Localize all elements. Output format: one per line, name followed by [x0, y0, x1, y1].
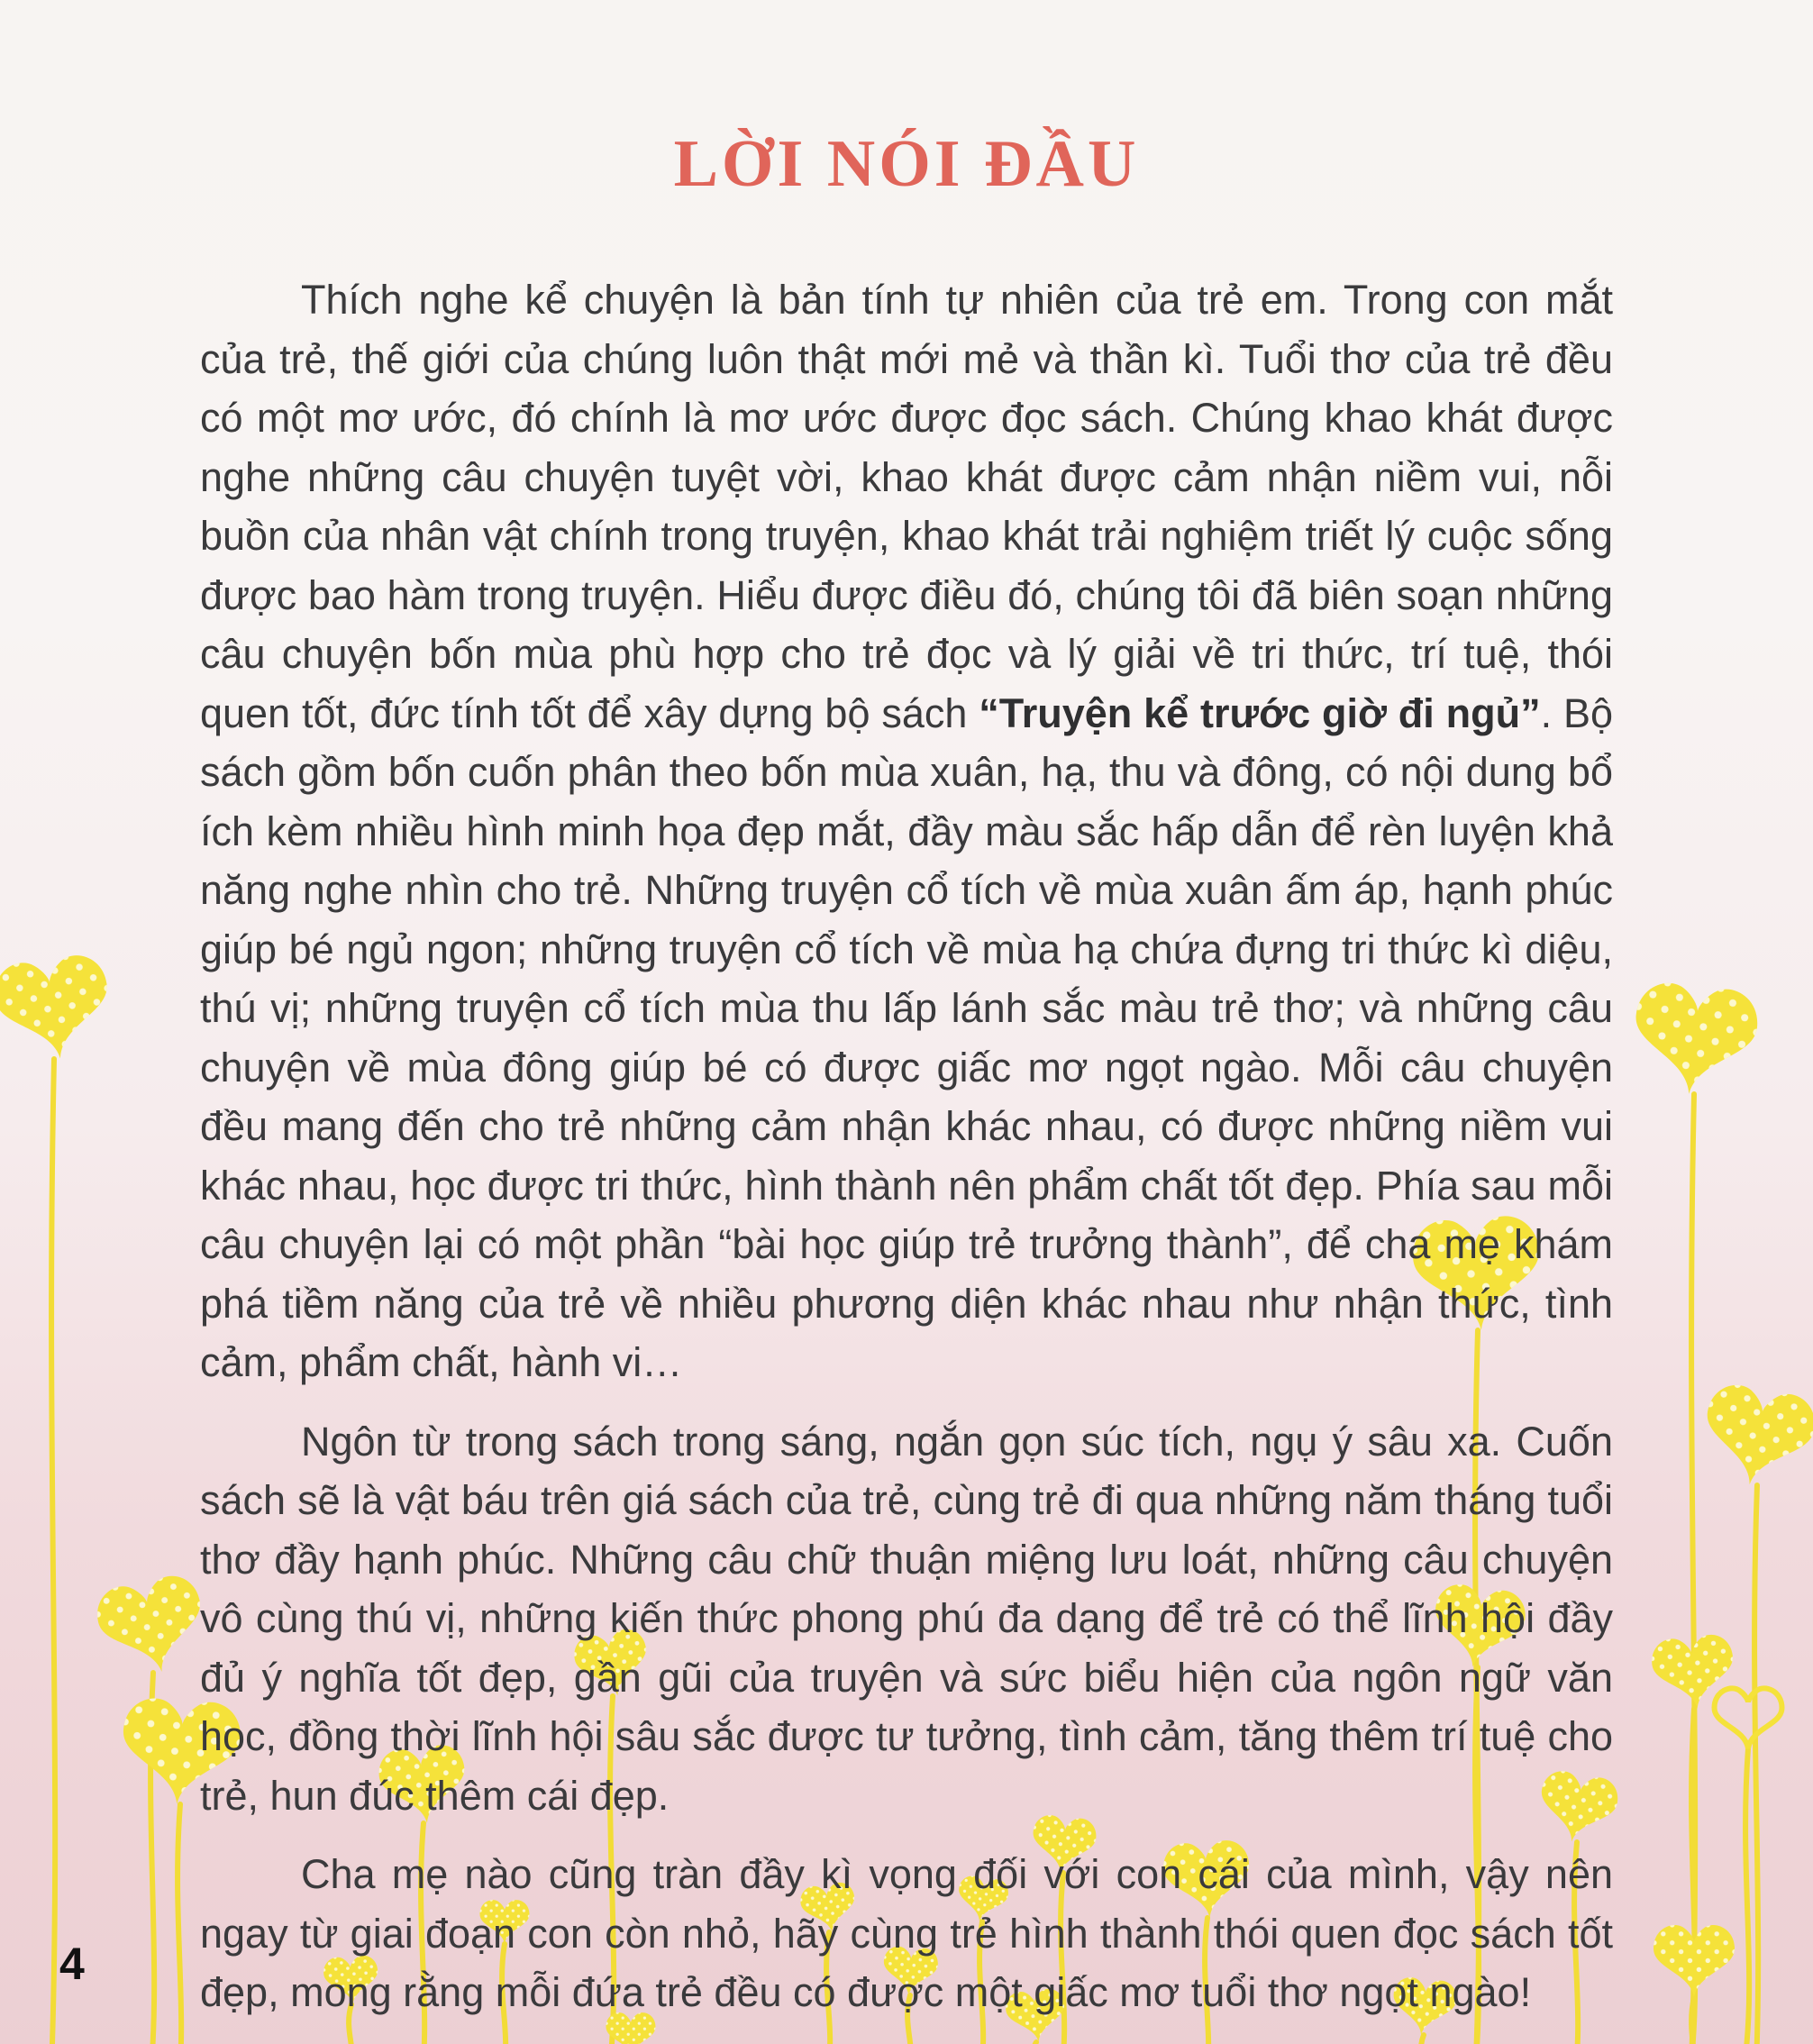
heart-balloon-stem: [1745, 1748, 1749, 2044]
heart-balloon-stem: [50, 1059, 55, 2044]
heart-balloon-stem: [1754, 1485, 1758, 2044]
heart-balloon-icon: [1697, 1381, 1813, 1494]
heart-balloon-icon: [1715, 1688, 1782, 1748]
paragraph-1-intro: Thích nghe kể chuyện là bản tính tự nhiên của trẻ em. Trong con mắt của trẻ, thế giới của chúng luôn thật mới mẻ và thần kì. Tuổi thơ của trẻ đều có một mơ ước, đó chính là mơ ước được đọc sách. Chúng khao khát được nghe những câu chuyện tuyệt vời, khao khát được cảm nhận niềm vui, nỗi buồn của nhân vật chính trong truyện, khao khát trải nghiệm triết lý cuộc sống được bao hàm trong truyện. Hiểu được điều đó, chúng tôi đã biên soạn những câu chuyện bốn mùa phù hợp cho trẻ đọc và lý giải về tri thức, trí tuệ, thói quen tốt, đức tính tốt để xây dựng bộ sách: [200, 277, 1613, 736]
page-title: LỜI NÓI ĐẦU: [673, 127, 1140, 201]
paragraph-1: [200, 270, 1613, 1392]
heart-balloon-icon: [0, 952, 116, 1066]
heart-balloon-icon: [1628, 980, 1761, 1100]
book-series-title: “Truyện kể trước giờ đi ngủ”: [979, 689, 1541, 736]
heart-balloon-stem: [177, 1804, 181, 2044]
paragraph-1-rest: . Bộ sách gồm bốn cuốn phân theo bốn mùa xuân, hạ, thu và đông, có nội dung bổ ích kèm nhiều hình minh họa đẹp mắt, đầy màu sắc hấp dẫn để rèn luyện khả năng nghe nhìn cho trẻ. Những truyện cổ tích về mùa xuân ấm áp, hạnh phúc giúp bé ngủ ngon; những truyện cổ tích về mùa hạ chứa đựng tri thức kì diệu, thú vị; những truyện cổ tích mùa thu lấp lánh sắc màu trẻ thơ; và những câu chuyện về mùa đông giúp bé có được giấc mơ ngọt ngào. Mỗi câu chuyện đều mang đến cho trẻ những cảm nhận khác nhau, có được những niềm vui khác nhau, học được tri thức, hình thành nên phẩm chất tốt đẹp. Phía sau mỗi câu chuyện lại có một phần “bài học giúp trẻ trưởng thành”, để cha mẹ khám phá tiềm năng của trẻ về nhiều phương diện khác nhau như nhận thức, tình cảm, phẩm chất, hành vi…: [200, 689, 1613, 1385]
heart-balloon-icon: [92, 1571, 213, 1683]
paragraph-3: Cha mẹ nào cũng tràn đầy kì vọng đối với con cái của mình, vậy nên ngay từ giai đoạn con còn nhỏ, hãy cùng trẻ hình thành thói quen đọc sách tốt đẹp, mong rằng mỗi đứa trẻ đều có được một giấc mơ tuổi thơ ngọt ngào!: [200, 1851, 1613, 2015]
page-number: 4: [59, 1939, 85, 1989]
paragraph-2: Ngôn từ trong sách trong sáng, ngắn gọn súc tích, ngụ ý sâu xa. Cuốn sách sẽ là vật báu trên giá sách của trẻ, cùng trẻ đi qua những năm tháng tuổi thơ đầy hạnh phúc. Những câu chữ thuận miệng lưu loát, những câu chuyện vô cùng thú vị, những kiến thức phong phú đa dạng để trẻ có thể lĩnh hội đầy đủ ý nghĩa tốt đẹp, gần gũi của truyện và sức biểu hiện của ngôn ngữ văn học, đồng thời lĩnh hội sâu sắc được tư tưởng, tình cảm, tăng thêm trí tuệ cho trẻ, hun đúc thêm cái đẹp.: [200, 1418, 1613, 1819]
preface-body: [200, 270, 1613, 2042]
